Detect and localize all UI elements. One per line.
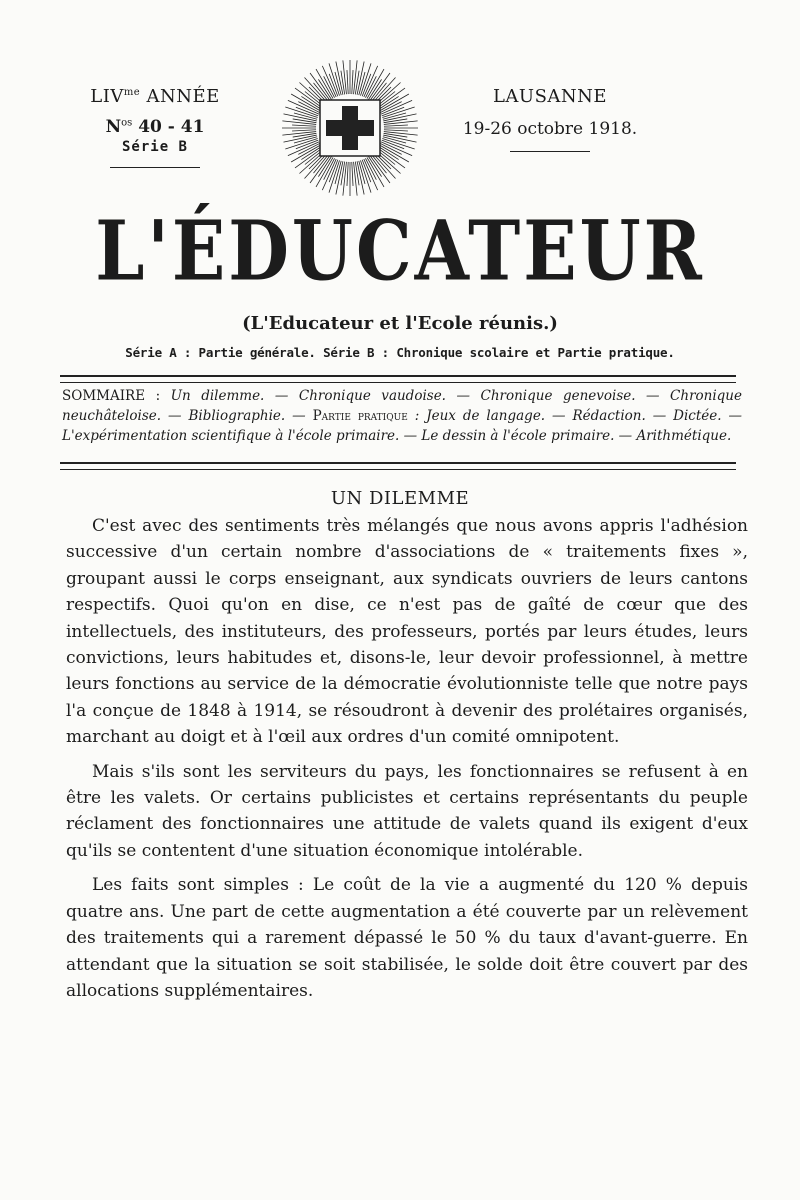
issue-info	[60, 86, 250, 168]
emblem-ray	[384, 125, 408, 126]
nos-sup: os	[121, 117, 133, 129]
emblem-ray	[352, 162, 353, 186]
year-roman: LIV	[90, 86, 124, 107]
divider	[110, 167, 200, 168]
sommaire-label: SOMMAIRE :	[62, 388, 171, 404]
sommaire-items-2: : Jeux de langage. — Rédaction. — Dictée. — L'expérimentation scientifique à l'école primaire. — Le dessin à l'école primaire. — Arithmétique.	[62, 408, 742, 444]
paragraph: C'est avec des sentiments très mélangés que nous avons appris l'adhésion successive d'un certain nombre d'associations de « traitements fixes », groupant aussi le corps enseignant, aux syndicats ouvriers de leurs cantons respectifs. Quoi qu'on en dise, ce n'est pas de gaîté de cœur que des intellectuels, des instituteurs, des professeurs, portés par leurs études, leurs convictions, leurs habitudes et, disons-le, leur devoir professionnel, à mettre leurs fonctions au service de la démocratie évolutionniste telle que notre pays l'a conçue de 1848 à 1914, se résoudront à devenir des prolétaires organisés, marchant au doigt et à l'œil aux ordres d'un comité omnipotent.	[66, 516, 748, 748]
table-of-contents	[62, 386, 742, 446]
swiss-cross-emblem-icon	[275, 58, 425, 198]
article-title: UN DILEMME	[330, 488, 470, 509]
series-description: Série A : Partie générale. Série B : Chronique scolaire et Partie pratique.	[125, 345, 675, 360]
emblem-ray	[361, 63, 372, 95]
emblem-ray	[282, 132, 316, 136]
emblem-ray	[354, 162, 358, 196]
emblem-ray	[384, 130, 408, 131]
emblem-ray	[382, 107, 414, 118]
issue-numbers	[60, 117, 250, 137]
partie-pratique-label: Partie pratique	[312, 408, 408, 424]
emblem-ray	[292, 130, 316, 131]
divider	[510, 151, 590, 152]
emblem-ray	[384, 121, 418, 125]
top-double-rule	[60, 375, 736, 383]
year-sup: me	[123, 87, 141, 98]
year-word: ANNÉE	[140, 86, 220, 107]
emblem-ray	[343, 162, 347, 196]
emblem-ray	[285, 107, 317, 118]
emblem-ray	[352, 70, 353, 94]
emblem-ray	[285, 139, 317, 150]
emblem-ray	[384, 132, 418, 136]
place-date	[440, 86, 660, 152]
sommaire-items-1: Un dilemme. — Chronique vaudoise. — Chronique genevoise. — Chronique neuchâteloise. — Bibliographie. —	[62, 388, 742, 424]
paragraph: Mais s'ils sont les serviteurs du pays, les fonctionnaires se refusent à en être les valets. Or certains publicistes et certains représentants du peuple réclament des fonctionnaires une attitude de valets quand ils exigent d'eux qu'ils se contentent d'une situation économique intolérable.	[66, 761, 748, 861]
nos-prefix: N	[105, 117, 122, 137]
bottom-double-rule	[60, 462, 736, 470]
journal-subtitle: (L'Educateur et l'Ecole réunis.)	[242, 313, 558, 334]
journal-title: L'ÉDUCATEUR	[95, 201, 705, 300]
city: LAUSANNE	[492, 86, 608, 107]
emblem-ray	[347, 70, 348, 94]
volume-year	[60, 86, 250, 107]
emblem-ray	[292, 125, 316, 126]
emblem-ray	[354, 60, 358, 94]
serie-label: Série B	[121, 139, 188, 155]
emblem-ray	[343, 60, 347, 94]
emblem-ray	[329, 160, 340, 192]
article-body	[66, 513, 748, 1012]
emblem-ray	[282, 121, 316, 125]
nos-value: 40 - 41	[132, 117, 205, 137]
emblem-ray	[361, 160, 372, 192]
emblem-ray	[382, 139, 414, 150]
emblem-ray	[329, 63, 340, 95]
paragraph: Les faits sont simples : Le coût de la vie a augmenté du 120 % depuis quatre ans. Une part de cette augmentation a été couverte par un relèvement des traitements qui a rarement dépassé le 50 % du taux d'avant-guerre. En attendant que la situation se soit stabilisée, le solde doit être couvert par des allocations supplémentaires.	[66, 875, 748, 1001]
emblem-ray	[347, 162, 348, 186]
issue-date: 19-26 octobre 1918.	[462, 119, 638, 139]
